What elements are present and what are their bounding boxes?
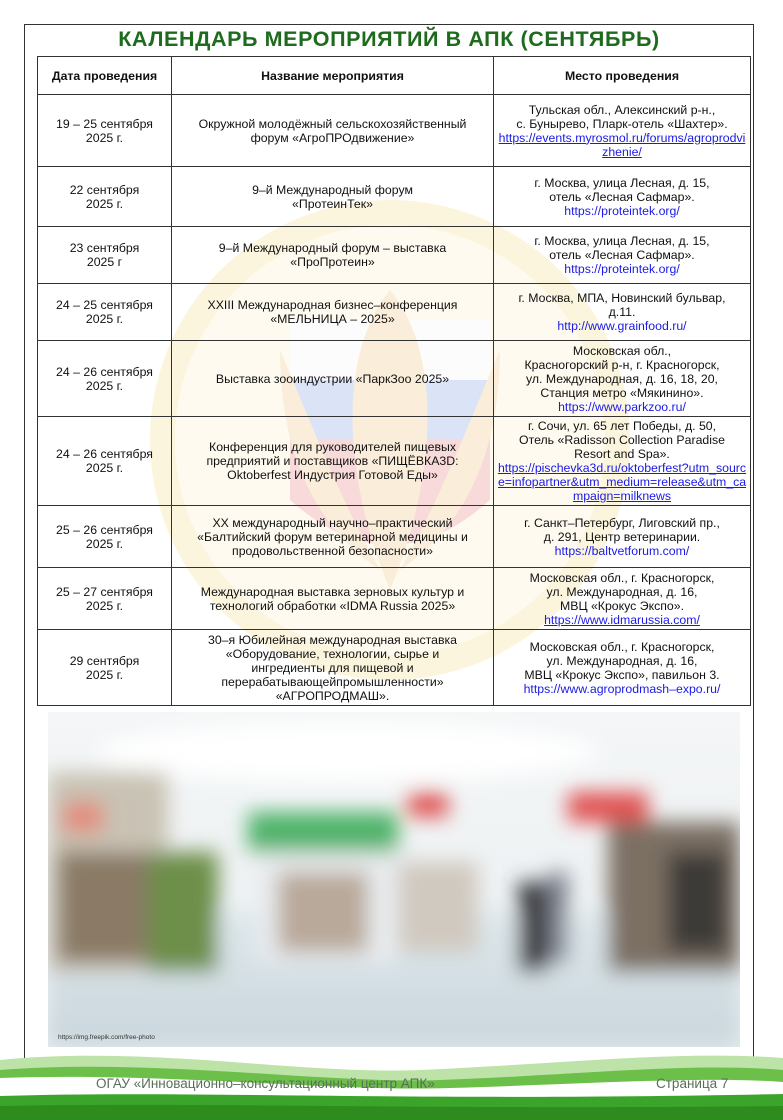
event-location: Московская обл., г. Красногорск, ул. Международная, д. 16, МВЦ «Крокус Экспо», павильон 3. https://www.agroprodmash–expo.ru/ [494, 630, 751, 706]
events-table [37, 56, 751, 706]
photo-credit: https://img.freepik.com/free-photo [58, 1034, 155, 1041]
table-row [38, 568, 751, 630]
event-location: Московская обл., г. Красногорск, ул. Международная, д. 16, МВЦ «Крокус Экспо». https://www.idmarussia.com/ [494, 568, 751, 630]
page-title: КАЛЕНДАРЬ МЕРОПРИЯТИЙ В АПК (СЕНТЯБРЬ) [118, 27, 660, 51]
table-row [38, 167, 751, 227]
event-link[interactable]: https://www.idmarussia.com/ [544, 612, 700, 627]
event-name: Выставка зооиндустрии «ПаркЗоо 2025» [172, 341, 494, 417]
event-link[interactable]: http://www.grainfood.ru/ [557, 319, 687, 333]
header-event-name: Название мероприятия [172, 57, 494, 95]
event-link[interactable]: https://baltvetforum.com/ [554, 543, 690, 558]
table-row [38, 341, 751, 417]
event-date: 24 – 25 сентября 2025 г. [38, 284, 172, 341]
table-row [38, 95, 751, 167]
table-row [38, 630, 751, 706]
table-row [38, 284, 751, 341]
table-row [38, 506, 751, 568]
footer-organization: ОГАУ «Инновационно–консультационный центр АПК» [96, 1076, 435, 1091]
blurred-mall-image [48, 712, 740, 1047]
event-date: 19 – 25 сентября 2025 г. [38, 95, 172, 167]
event-name: 9–й Международный форум – выставка «ПроПротеин» [172, 227, 494, 284]
event-link[interactable]: https://www.parkzoo.ru/ [558, 399, 686, 414]
event-location: г. Санкт–Петербург, Лиговский пр., д. 291, Центр ветеринарии. https://baltvetforum.com/ [494, 506, 751, 568]
table-row [38, 227, 751, 284]
header-location: Место проведения [494, 57, 751, 95]
event-location: г. Москва, улица Лесная, д. 15, отель «Лесная Сафмар». https://proteintek.org/ [494, 167, 751, 227]
event-link[interactable]: https://events.myrosmol.ru/forums/agroprodvizhenie/ [498, 130, 746, 159]
mall-photo [48, 712, 740, 1047]
event-date: 22 сентября 2025 г. [38, 167, 172, 227]
event-location: г. Москва, улица Лесная, д. 15, отель «Лесная Сафмар». https://proteintek.org/ [494, 227, 751, 284]
event-name: Международная выставка зерновых культур и технологий обработки «IDMA Russia 2025» [172, 568, 494, 630]
table-row [38, 417, 751, 506]
table-header-row [38, 57, 751, 95]
event-name: XX международный научно–практический «Балтийский форум ветеринарной медицины и продовольственной безопасности» [172, 506, 494, 568]
event-location: г. Москва, МПА, Новинский бульвар, д.11. http://www.grainfood.ru/ [494, 284, 751, 341]
event-link[interactable]: https://www.agroprodmash–expo.ru/ [523, 681, 721, 696]
event-date: 29 сентября 2025 г. [38, 630, 172, 706]
event-date: 25 – 26 сентября 2025 г. [38, 506, 172, 568]
event-name: Окружной молодёжный сельскохозяйственный форум «АгроПРОдвижение» [172, 95, 494, 167]
event-name: XXIII Международная бизнес–конференция «МЕЛЬНИЦА – 2025» [172, 284, 494, 341]
event-date: 23 сентября 2025 г [38, 227, 172, 284]
event-location: г. Сочи, ул. 65 лет Победы, д. 50, Отель «Radisson Collection Paradise Resort and Spa». https://pischevka3d.ru/oktoberfest?utm_source=infopartner&utm_medium=release&utm_campaign=milknews [494, 417, 751, 506]
event-link[interactable]: https://pischevka3d.ru/oktoberfest?utm_source=infopartner&utm_medium=release&utm_campaign=milknews [497, 461, 747, 503]
footer-page-number: Страница 7 [656, 1076, 729, 1091]
event-link[interactable]: https://proteintek.org/ [564, 262, 680, 276]
event-link[interactable]: https://proteintek.org/ [564, 203, 680, 218]
event-date: 25 – 27 сентября 2025 г. [38, 568, 172, 630]
event-location: Тульская обл., Алексинский р-н., с. Бунырево, Пларк-отель «Шахтер». https://events.myrosmol.ru/forums/agroprodvizhenie/ [494, 95, 751, 167]
event-date: 24 – 26 сентября 2025 г. [38, 417, 172, 506]
event-name: Конференция для руководителей пищевых предприятий и поставщиков «ПИЩЁВКА3D: Oktoberfest Индустрия Готовой Еды» [172, 417, 494, 506]
header-date: Дата проведения [38, 57, 172, 95]
event-location: Московская обл., Красногорский р-н, г. Красногорск, ул. Международная, д. 16, 18, 20, Станция метро «Мякинино». https://www.parkzoo.ru/ [494, 341, 751, 417]
event-name: 9–й Международный форум «ПротеинТек» [172, 167, 494, 227]
event-date: 24 – 26 сентября 2025 г. [38, 341, 172, 417]
event-name: 30–я Юбилейная международная выставка «Оборудование, технологии, сырье и ингредиенты для пищевой и перерабатывающейпромышленности» «АГРОПРОДМАШ». [172, 630, 494, 706]
